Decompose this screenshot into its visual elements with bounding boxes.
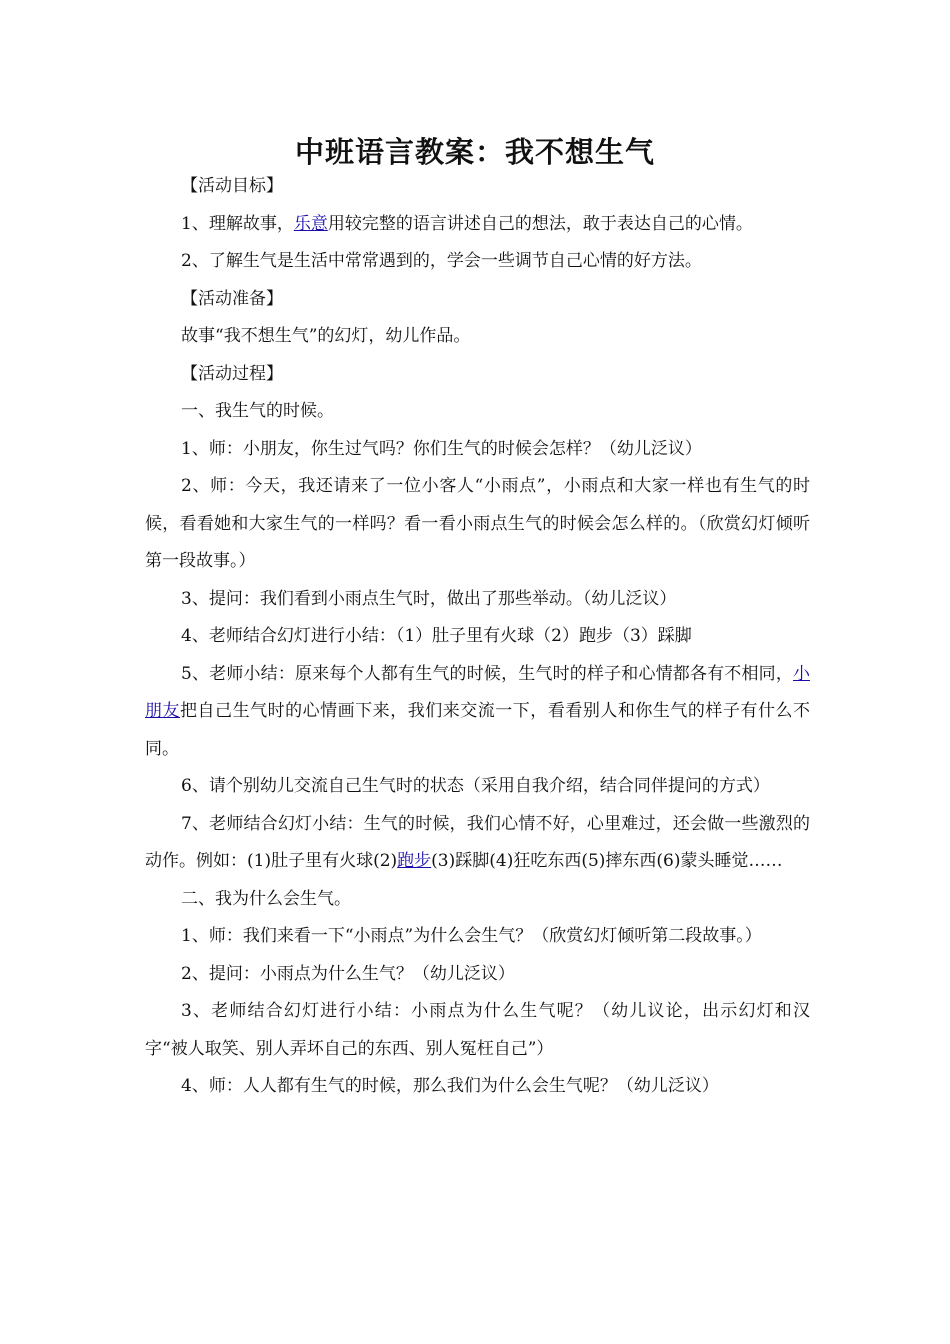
- heading-preparation: 【活动准备】: [181, 288, 283, 309]
- link-leyi[interactable]: 乐意: [293, 213, 328, 234]
- link-xiaopengyou[interactable]: 小朋友: [145, 663, 810, 721]
- section-1-item-7: [145, 806, 810, 881]
- goal-1-text-a: 1、理解故事，: [181, 213, 294, 234]
- section-1-item-6: 6、请个别幼儿交流自己生气时的状态（采用自我介绍，结合同伴提问的方式）: [181, 776, 770, 796]
- s1-5-text-a: 5、老师小结：原来每个人都有生气的时候，生气时的样子和心情都各有不相同，: [181, 663, 793, 684]
- section-2-item-1: 1、师：我们来看一下“小雨点”为什么会生气？（欣赏幻灯倾听第二段故事。）: [181, 926, 762, 946]
- section-1-title: 一、我生气的时候。: [181, 401, 334, 421]
- section-2-item-3: 3、老师结合幻灯进行小结：小雨点为什么生气呢？（幼儿议论，出示幻灯和汉字“被人取笑、别人弄坏自己的东西、别人冤枉自己”）: [145, 1001, 810, 1059]
- document-title: 中班语言教案：我不想生气: [294, 135, 655, 169]
- section-1-item-1: 1、师：小朋友，你生过气吗？你们生气的时候会怎样？（幼儿泛议）: [181, 438, 702, 459]
- section-2-title: 二、我为什么会生气。: [181, 888, 351, 909]
- s1-5-text-b: 把自己生气时的心情画下来，我们来交流一下，看看别人和你生气的样子有什么不同。: [145, 701, 811, 759]
- section-2-item-2: 2、提问：小雨点为什么生气？（幼儿泛议）: [181, 963, 515, 984]
- goal-2: 2、了解生气是生活中常常遇到的，学会一些调节自己心情的好方法。: [181, 251, 702, 271]
- goal-1: [145, 206, 810, 244]
- link-paobu[interactable]: 跑步: [397, 851, 432, 871]
- section-2-item-4: 4、师：人人都有生气的时候，那么我们为什么会生气呢？（幼儿泛议）: [181, 1076, 719, 1096]
- s1-7-text-a: 7、老师结合幻灯小结：生气的时候，我们心情不好，心里难过，还会做一些激烈的动作。例如：(1)肚子里有火球(2): [145, 813, 810, 871]
- s1-7-text-b: (3)踩脚(4)狂吃东西(5)摔东西(6)蒙头睡觉……: [431, 851, 783, 871]
- section-1-item-2: 2、师：今天，我还请来了一位小客人“小雨点”，小雨点和大家一样也有生气的时候，看看她和大家生气的一样吗？看一看小雨点生气的时候会怎么样的。（欣赏幻灯倾听第一段故事。）: [145, 476, 810, 571]
- heading-goals: 【活动目标】: [181, 176, 283, 196]
- heading-process: 【活动过程】: [181, 363, 283, 384]
- preparation-text: 故事“我不想生气”的幻灯，幼儿作品。: [181, 326, 471, 346]
- goal-1-text-b: 用较完整的语言讲述自己的想法，敢于表达自己的心情。: [327, 213, 753, 234]
- section-1-item-3: 3、提问：我们看到小雨点生气时，做出了那些举动。（幼儿泛议）: [181, 588, 677, 609]
- section-1-item-5: [145, 656, 810, 769]
- document-body: [145, 168, 810, 1106]
- section-1-item-4: 4、老师结合幻灯进行小结：（1）肚子里有火球（2）跑步（3）踩脚: [181, 626, 692, 646]
